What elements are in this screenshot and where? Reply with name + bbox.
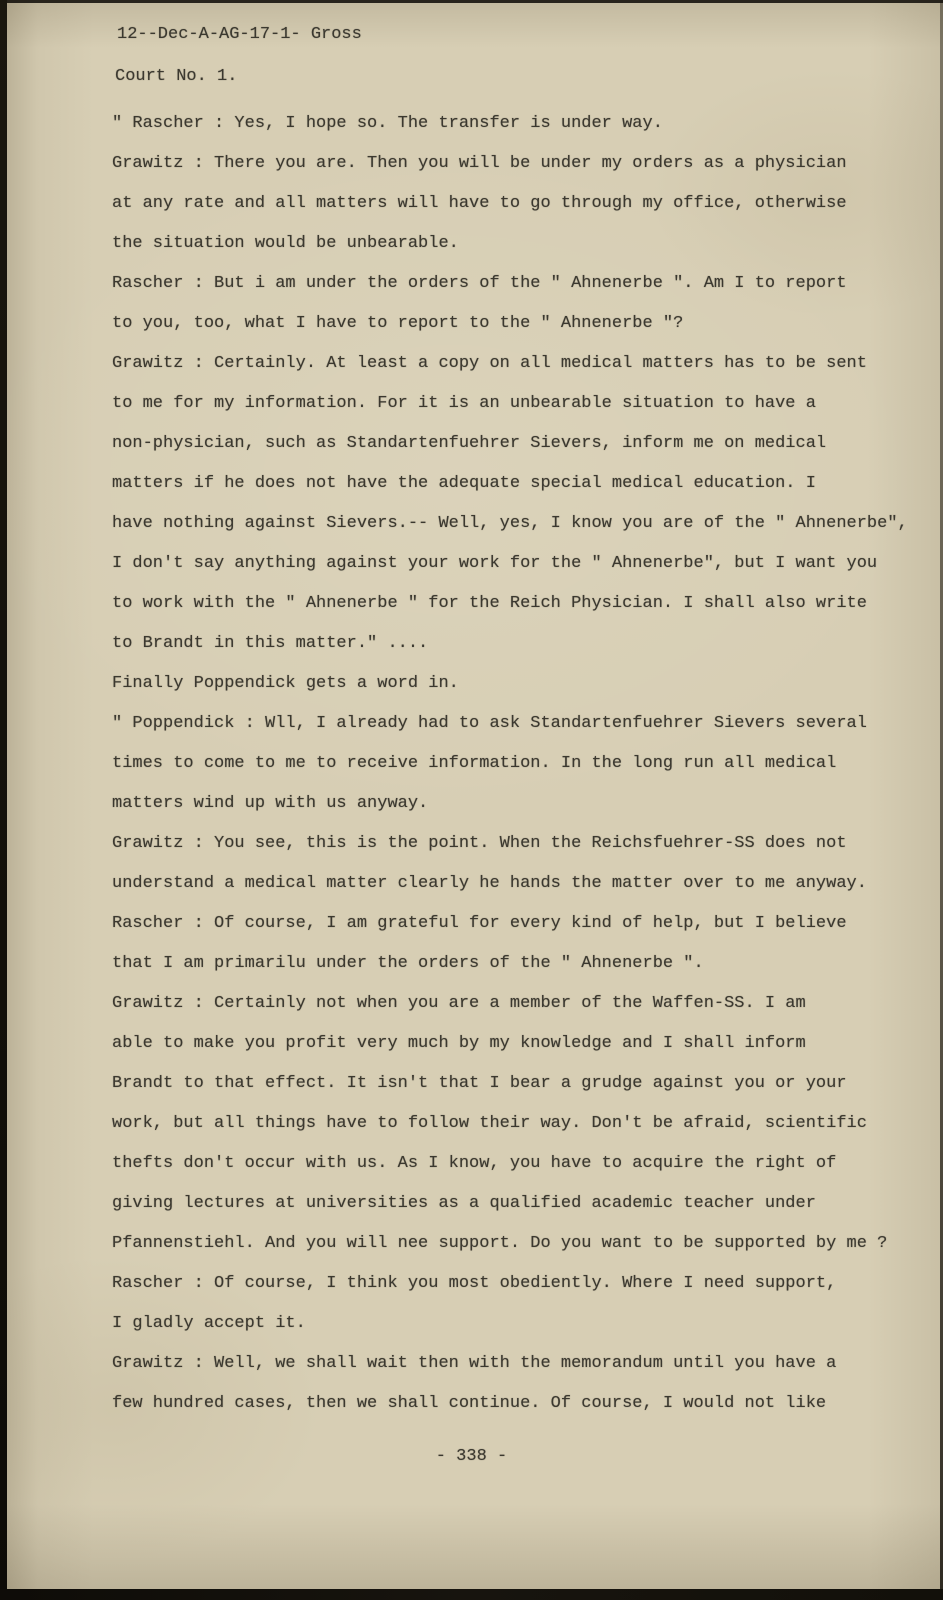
text-line: understand a medical matter clearly he hands the matter over to me anyway. [112, 874, 867, 893]
text-line: times to come to me to receive information. In the long run all medical [112, 754, 837, 773]
text-line: thefts don't occur with us. As I know, you have to acquire the right of [112, 1154, 837, 1173]
text-line: to me for my information. For it is an unbearable situation to have a [112, 394, 816, 413]
text-line: matters if he does not have the adequate special medical education. I [112, 474, 816, 493]
text-line: Finally Poppendick gets a word in. [112, 674, 459, 693]
text-line: matters wind up with us anyway. [112, 794, 429, 813]
text-line: have nothing against Sievers.-- Well, yes, I know you are of the " Ahnenerbe", [112, 514, 908, 533]
text-line: non-physician, such as Standartenfuehrer Sievers, inform me on medical [112, 434, 827, 453]
text-line: Rascher : Of course, I think you most obediently. Where I need support, [112, 1274, 837, 1293]
text-line: Grawitz : Certainly. At least a copy on all medical matters has to be sent [112, 354, 867, 373]
text-line: to Brandt in this matter." .... [112, 634, 429, 653]
text-line: Grawitz : Well, we shall wait then with the memorandum until you have a [112, 1354, 837, 1373]
text-line: Brandt to that effect. It isn't that I bear a grudge against you or your [112, 1074, 847, 1093]
text-line: Grawitz : Certainly not when you are a member of the Waffen-SS. I am [112, 994, 806, 1013]
text-line: giving lectures at universities as a qualified academic teacher under [112, 1194, 816, 1213]
page-number: - 338 - [435, 1447, 508, 1466]
text-line: that I am primarilu under the orders of the " Ahnenerbe ". [112, 954, 704, 973]
text-line: Rascher : But i am under the orders of the " Ahnenerbe ". Am I to report [112, 274, 847, 293]
text-line: Grawitz : There you are. Then you will be under my orders as a physician [112, 154, 847, 173]
text-line: few hundred cases, then we shall continue. Of course, I would not like [112, 1394, 827, 1413]
text-line: Rascher : Of course, I am grateful for every kind of help, but I believe [112, 914, 847, 933]
text-line: Grawitz : You see, this is the point. When the Reichsfuehrer-SS does not [112, 834, 847, 853]
text-line: I gladly accept it. [112, 1314, 306, 1333]
text-line: I don't say anything against your work for the " Ahnenerbe", but I want you [112, 554, 878, 573]
scan-edge-top [0, 0, 943, 3]
text-line: to you, too, what I have to report to the " Ahnenerbe "? [112, 314, 684, 333]
text-line: " Poppendick : Wll, I already had to ask Standartenfuehrer Sievers several [112, 714, 867, 733]
text-line: work, but all things have to follow their way. Don't be afraid, scientific [112, 1114, 867, 1133]
scan-edge-left [0, 0, 7, 1600]
text-line: to work with the " Ahnenerbe " for the Reich Physician. I shall also write [112, 594, 867, 613]
text-line: " Rascher : Yes, I hope so. The transfer is under way. [112, 114, 663, 133]
document-reference: 12--Dec-A-AG-17-1- Gross [117, 25, 362, 44]
transcript-body [112, 104, 923, 1424]
text-line: at any rate and all matters will have to go through my office, otherwise [112, 194, 847, 213]
court-number: Court No. 1. [115, 67, 238, 86]
text-line: Pfannenstiehl. And you will nee support. Do you want to be supported by me ? [112, 1234, 888, 1253]
text-line: the situation would be unbearable. [112, 234, 459, 253]
text-line: able to make you profit very much by my knowledge and I shall inform [112, 1034, 806, 1053]
scan-edge-bottom [0, 1589, 943, 1600]
